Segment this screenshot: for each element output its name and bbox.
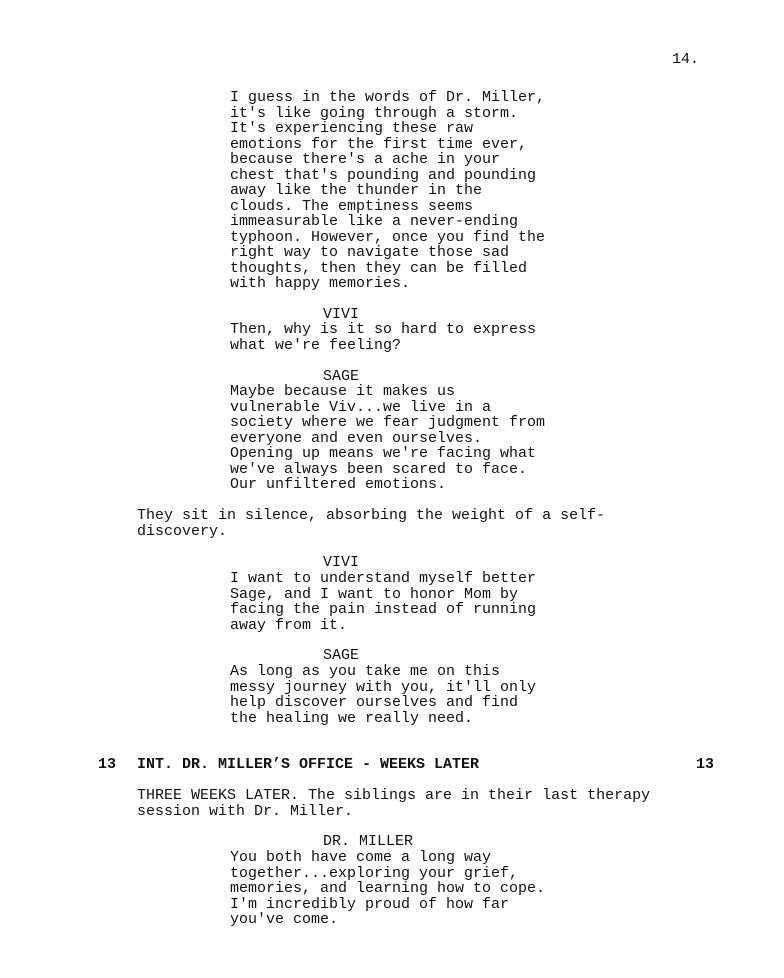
dialogue-block: Then, why is it so hard to express what we're feeling? <box>230 321 537 354</box>
dialogue-block: Maybe because it makes us vulnerable Viv...we live in a society where we fear judgment from everyone and even ourselves. Opening up means we're facing what we've always been scared to face. Our unfiltered emotions. <box>230 383 546 493</box>
page-number: 14. <box>672 51 700 68</box>
scene-number-right: 13 <box>696 756 715 773</box>
character-name: VIVI <box>323 306 360 323</box>
dialogue-block: You both have come a long way together...exploring your grief, memories, and learning how to cope. I'm incredibly proud of how far you've come. <box>230 849 546 928</box>
character-name: SAGE <box>323 647 360 664</box>
dialogue-block: As long as you take me on this messy journey with you, it'll only help discover ourselves and find the healing we really need. <box>230 663 537 727</box>
character-name: DR. MILLER <box>323 833 414 850</box>
character-name: SAGE <box>323 368 360 385</box>
scene-number-left: 13 <box>98 756 117 773</box>
dialogue-block: I guess in the words of Dr. Miller, it's like going through a storm. It's experiencing these raw emotions for the first time ever, because there's a ache in your chest that's pounding and pounding away like the thunder in the clouds. The emptiness seems immeasurable like a never-ending typhoon. However, once you find the right way to navigate those sad thoughts, then they can be filled with happy memories. <box>230 89 546 292</box>
character-name: VIVI <box>323 554 360 571</box>
scene-heading: INT. DR. MILLER’S OFFICE - WEEKS LATER <box>137 756 480 773</box>
action-line: THREE WEEKS LATER. The siblings are in their last therapy session with Dr. Miller. <box>137 787 651 820</box>
dialogue-block: I want to understand myself better Sage, and I want to honor Mom by facing the pain instead of running away from it. <box>230 570 537 634</box>
action-line: They sit in silence, absorbing the weight of a self- discovery. <box>137 507 606 540</box>
